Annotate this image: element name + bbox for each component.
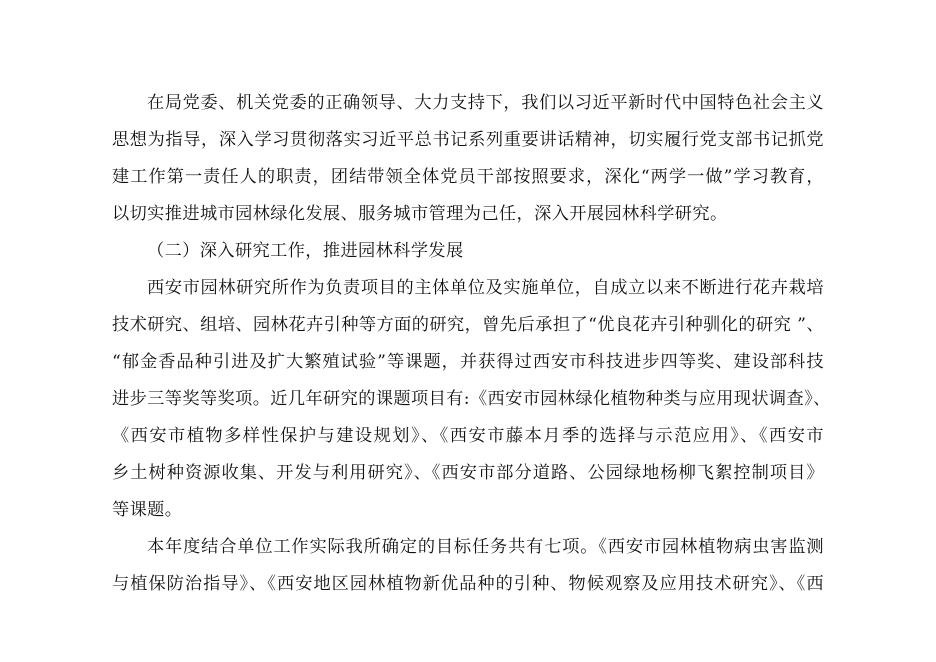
paragraph-2-line-5: 《西安市植物多样性保护与建设规划》、《西安市藤本月季的选择与示范应用》、《西安市: [112, 426, 824, 446]
paragraph-2-line-4: 进步三等奖等奖项。近几年研究的课题项目有:《西安市园林绿化植物种类与应用现状调查》、: [112, 389, 831, 409]
paragraph-3-line-1: 本年度结合单位工作实际我所确定的目标任务共有七项。《西安市园林植物病虫害监测: [147, 537, 824, 557]
paragraph-1-line-2: 思想为指导，深入学习贯彻落实习近平总书记系列重要讲话精神，切实履行党支部书记抓党: [112, 130, 824, 150]
paragraph-1-line-3: 建工作第一责任人的职责，团结带领全体党员干部按照要求，深化“两学一做”学习教育，: [112, 167, 824, 187]
paragraph-1-line-1: 在局党委、机关党委的正确领导、大力支持下，我们以习近平新时代中国特色社会主义: [147, 93, 824, 113]
paragraph-2-line-3: “郁金香品种引进及扩大繁殖试验”等课题，并获得过西安市科技进步四等奖、建设部科技: [112, 352, 824, 372]
paragraph-1-line-4: 以切实推进城市园林绿化发展、服务城市管理为己任，深入开展园林科学研究。: [112, 204, 728, 224]
paragraph-3-line-2: 与植保防治指导》、《西安地区园林植物新优品种的引种、物候观察及应用技术研究》、《西: [112, 574, 824, 594]
section-heading: （二）深入研究工作，推进园林科学发展: [147, 241, 464, 261]
paragraph-2-line-6: 乡土树种资源收集、开发与利用研究》、《西安市部分道路、公园绿地杨柳飞絮控制项目》: [112, 463, 824, 483]
paragraph-2-line-7: 等课题。: [112, 500, 183, 520]
paragraph-2-line-2: 技术研究、组培、园林花卉引种等方面的研究，曾先后承担了“优良花卉引种驯化的研究 ”、: [112, 315, 824, 335]
paragraph-2-line-1: 西安市园林研究所作为负责项目的主体单位及实施单位，自成立以来不断进行花卉栽培: [147, 278, 824, 298]
